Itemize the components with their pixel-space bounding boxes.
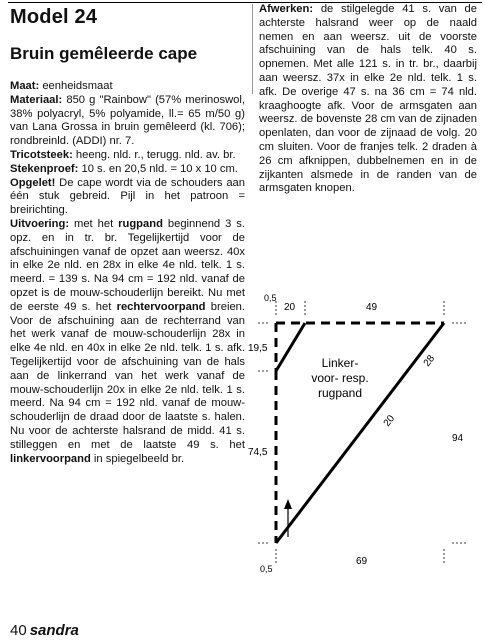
model-heading: Model 24 [10,6,98,28]
neck-slope-line [276,323,305,371]
knit-direction-arrow-icon [284,499,292,509]
note-paragraph [10,177,245,218]
gauge-label: Stekenproef: [10,162,79,175]
schematic-diagram [248,285,480,585]
dim-label-diag-upper: 28 [421,353,438,369]
dim-label-top-right: 49 [366,302,378,313]
pattern-title: Bruin gemêleerde cape [10,44,198,63]
execution-label: Uitvoering: [10,217,70,230]
dim-label-diag-lower: 20 [381,413,398,429]
execution-text-2: beginnend 3 s. opz. en in tr. br. Tegelijkertijd voor de afschuiningen vanaf de opzet aan weersz. 40x in elke 2e nld. en 28x in elke 4e nld. telk. 1 s. meerd. = 139 s. Na 94 cm = 192 nld. vanaf de opzet is de mouw-schouderlijn bereikt. Nu met de eerste 49 s. het [10,217,245,313]
note-text: De cape wordt via de schouders aan één stuk gebreid. Pijl in het patroon = breirichting. [10,176,245,217]
size-text: eenheidsmaat [39,80,113,92]
dim-label-right: 94 [452,433,464,444]
stitch-text: heeng. nld. r., terugg. nld. av. br. [72,148,236,161]
front-diagonal-line [276,323,444,543]
piece-label-line-2: voor- resp. [311,371,369,385]
size-paragraph [10,80,245,94]
dim-label-bottom: 69 [356,556,368,567]
page-footer [10,622,79,639]
size-label: Maat: [10,80,40,92]
finishing-label: Afwerken: [259,3,314,15]
dim-label-bottom-small: 0,5 [260,564,273,574]
column-divider [252,4,253,94]
finishing-text: de stilgelegde 41 s. van de achterste halsrand weer op de naald nemen en aan weersz. uit de voorste afschuining van de hals telk. 40 s. opnemen. Met alle 121 s. in tr. br., daarbij aan weersz. 37x in elke 2e nld. telk. 1 s. afk. De overige 47 s. na 36 cm = 74 nld. kraaghoogte afk. Voor de armsgaten aan weersz. de bovenste 28 cm van de zijnaden openlaten, dan voor de zijnaad de volg. 20 cm sluiten. Voor de franjes telk. 2 draden à 26 cm afknippen, dubbelnemen en in de zijkanten alsmede in de randen van de armsgaten knopen. [259,3,477,195]
piece-label-line-3: rugpand [317,386,363,400]
dim-label-top-small: 0,5 [264,293,277,303]
note-label: Opgelet! [10,176,56,189]
gauge-text: 10 s. en 20,5 nld. = 10 x 10 cm. [78,162,238,175]
left-front-term: linkervoorpand [10,452,91,465]
stitch-paragraph [10,149,245,163]
piece-label-line-1: Linker- [321,356,359,370]
instructions-left-column [10,80,245,466]
execution-text-4: in spiegelbeeld br. [90,452,185,465]
instructions-right-column [259,3,477,196]
dim-label-top-left: 20 [284,302,296,313]
execution-paragraph [10,218,245,466]
material-text: 850 g "Rainbow" (57% merinoswol, 38% polyacryl, 5% polyamide, ll.= 65 m/50 g) van Lana Grossa in bruin gemêleerd (kl. 706); rondbreinld. (ADDI) nr. 7. [10,93,245,148]
page-number: 40 [10,622,27,639]
material-paragraph [10,94,245,149]
execution-text-3: breien. Voor de afschuining aan de rechterrand van het werk vanaf de mouw-schouderlijn 28x in elke 4e nld. en 40x in elke 2e nld. telk. 1 s. afk. Tegelijkertijd voor de afschuining van de hals aan de linkerrand van het werk vanaf de mouw-schouderlijn 20x in elke 2e nld. telk. 1 s. meerd. Na 94 cm = 192 nld. vanaf de mouw-schouderlijn de draad door de laatste s. halen. Nu voor de achterste halsrand de midd. 41 s. stilleggen en met de laatste 49 s. het [10,300,245,451]
material-label: Materiaal: [10,93,63,106]
back-panel-term: rugpand [118,217,163,230]
finishing-paragraph [259,3,477,196]
dim-label-left-upper: 19,5 [248,343,268,354]
magazine-name: sandra [29,622,79,639]
execution-text-1: met het [69,217,119,230]
right-front-term: rechtervoorpand [116,300,206,313]
dim-label-left-lower: 74,5 [248,447,268,458]
stitch-label: Tricotsteek: [10,148,73,161]
gauge-paragraph [10,163,245,177]
